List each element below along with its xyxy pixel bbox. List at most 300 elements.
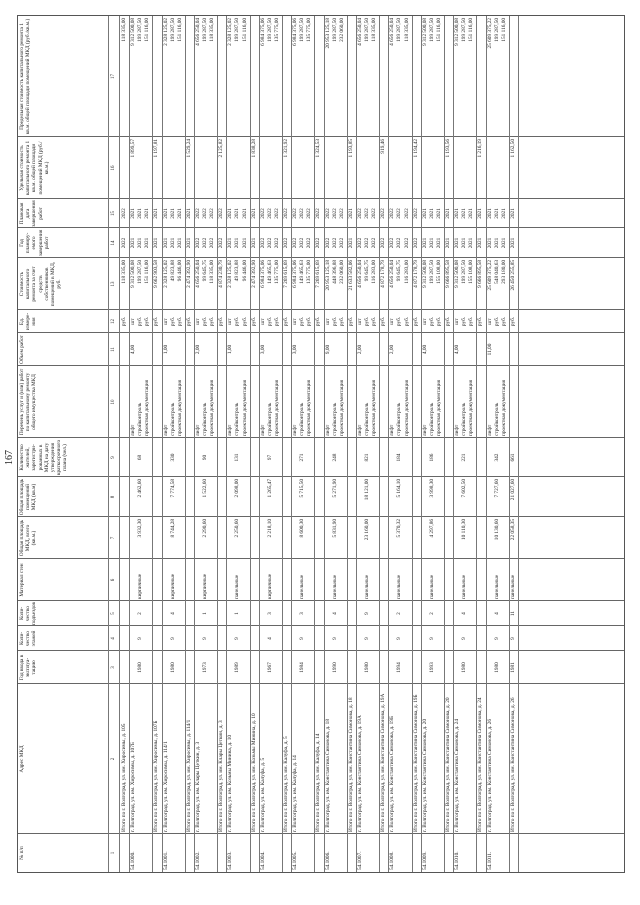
cell-col-7: 5 370,32 — [396, 519, 403, 538]
cell-col-17: 199 287,50 — [364, 18, 370, 42]
cell-col-15: 2021 — [493, 208, 500, 219]
cell-col-4: 9 — [364, 637, 370, 640]
cell-col-10: проектная документация — [273, 379, 280, 436]
cell-col-5: 2 — [396, 612, 403, 615]
cell-col-6: панельные — [331, 574, 338, 599]
cell-col-14: 2021 — [241, 237, 248, 249]
cell-col-2: г. Волгоград, ул. им. Хиросимы, д. 107Б — [130, 742, 137, 832]
cell-col-3: 1980 — [364, 662, 370, 673]
cell-col-10: проектная документация — [371, 379, 378, 436]
cell-col-9: 271 — [299, 453, 306, 462]
cell-col-13: 118 335,00 — [209, 260, 216, 284]
cell-col-10: лифт — [292, 424, 299, 436]
cell-col-2: Итого по г. Волгоград, ул. им. Константина Симонова, д. 18 — [347, 697, 354, 832]
cell-col-6: кирпичные — [137, 573, 144, 599]
cell-col-13: 149 465,63 — [299, 260, 306, 284]
cell-col-8: 7 774,58 — [169, 479, 176, 498]
cell-col-15: 2022 — [331, 208, 338, 219]
cell-col-12: руб. — [380, 316, 387, 327]
cell-col-17: 118 335,00 — [371, 18, 378, 42]
cell-col-4: 9 — [493, 637, 500, 640]
cell-col-14: 2021 — [445, 237, 451, 249]
cell-col-15: 2022 — [371, 208, 378, 219]
cell-col-16: 1 321,92 — [283, 139, 289, 158]
cell-col-15: 2021 — [500, 208, 507, 219]
cell-col-10: проектная документация — [403, 379, 410, 436]
cell-col-3: 1967 — [266, 662, 273, 673]
cell-col-12: руб. — [169, 316, 176, 327]
cell-col-15: 2021 — [428, 208, 435, 219]
cell-col-11: 2,00 — [194, 344, 201, 355]
cell-col-12: руб. — [299, 316, 306, 327]
column-header: Год ввода в эксплуатацию — [19, 654, 38, 681]
cell-col-3: 1980 — [461, 662, 468, 673]
cell-col-5: 9 — [364, 612, 370, 615]
cell-col-2: Итого по г. Волгоград, ул. им. Константина Симонова, д. 26 — [509, 697, 516, 832]
cell-col-12: руб. — [403, 316, 410, 327]
cell-col-13: 9 666 895,58 — [477, 260, 484, 288]
cell-col-3: 1984 — [299, 662, 306, 673]
cell-col-14: 2021 — [169, 237, 176, 249]
cell-col-13: 21 633 582,06 — [347, 260, 354, 291]
cell-col-2: г. Волгоград, ул. им. Константина Симонова, д. 18 — [324, 719, 331, 832]
cell-col-12: руб. — [137, 316, 144, 327]
cell-col-15: 2022 — [121, 208, 127, 219]
cell-col-13: 4 872 178,79 — [380, 260, 387, 288]
cell-col-15: 2021 — [234, 208, 241, 219]
column-header: Предельная стоимость капитального ремонта 1 кв.м. общей площади помещений МКД (руб./кв.м.) — [19, 18, 32, 135]
cell-col-9: 330 — [169, 453, 176, 462]
cell-col-1: 54.1003. — [227, 851, 234, 870]
column-number: 15 — [111, 211, 116, 216]
cell-col-16: 1 216,19 — [477, 139, 484, 158]
cell-col-16: 2 125,82 — [218, 139, 225, 158]
cell-col-15: 2022 — [396, 208, 403, 219]
cell-col-15: 2021 — [137, 208, 144, 219]
cell-col-14: 2021 — [421, 237, 428, 249]
cell-col-12: руб. — [283, 316, 289, 327]
cell-col-12: руб. — [338, 316, 345, 327]
cell-col-10: стройконтроль — [266, 402, 273, 436]
cell-col-13: 9 666 895,58 — [445, 260, 451, 288]
cell-col-12: руб. — [202, 316, 208, 327]
cell-col-17: 2 328 125,02 — [162, 18, 169, 46]
cell-col-14: 2022 — [371, 237, 378, 249]
column-number: 8 — [111, 495, 116, 499]
cell-col-13: 99 645,75 — [364, 260, 370, 282]
cell-col-15: 2021 — [468, 208, 475, 219]
cell-col-8: 3 998,30 — [428, 479, 435, 498]
cell-col-12: руб. — [364, 316, 370, 327]
cell-col-6: панельные — [428, 574, 435, 599]
cell-col-16: 1 193,56 — [445, 139, 451, 158]
cell-col-13: 116 283,00 — [403, 260, 410, 284]
cell-col-12: шт — [227, 318, 234, 325]
cell-col-9: 186 — [428, 453, 435, 462]
cell-col-12: руб. — [331, 316, 338, 327]
cell-col-13: 151 116,00 — [144, 260, 151, 284]
cell-col-17: 4 656 250,04 — [389, 18, 396, 46]
cell-col-12: руб. — [371, 316, 378, 327]
cell-col-17: 118 335,00 — [209, 18, 216, 42]
cell-col-15: 2022 — [356, 208, 363, 219]
cell-col-17: 6 984 375,06 — [292, 18, 299, 46]
cell-col-6: панельные — [493, 574, 500, 599]
cell-col-14: 2021 — [461, 237, 468, 249]
cell-col-12: руб. — [153, 316, 160, 327]
cell-col-13: 2 474 392,90 — [250, 260, 257, 288]
cell-col-17: 118 335,00 — [403, 18, 410, 42]
column-number-divider — [119, 16, 120, 872]
cell-col-10: стройконтроль — [169, 402, 176, 436]
cell-col-14: 2021 — [234, 237, 241, 249]
cell-col-7: 5 831,90 — [331, 519, 338, 538]
cell-col-9: 342 — [493, 453, 500, 462]
cell-col-13: 199 287,50 — [461, 260, 468, 284]
cell-col-2: Итого по г. Волгоград, ул. им. Константина Симонова, д. 24 — [477, 697, 484, 832]
column-header: Общая площадь помещений МКД (кв.м) — [19, 478, 38, 516]
cell-col-14: 2021 — [137, 237, 144, 249]
cell-col-6: панельные — [234, 574, 241, 599]
cell-col-14: 2021 — [227, 237, 234, 249]
cell-col-6: панельные — [364, 574, 370, 599]
cell-col-5: 4 — [169, 612, 176, 615]
cell-col-17: 4 656 250,04 — [356, 18, 363, 46]
cell-col-13: 99 645,75 — [396, 260, 403, 282]
cell-col-12: шт — [259, 318, 266, 325]
cell-col-13: 26 450 255,85 — [509, 260, 516, 291]
cell-col-14: 2021 — [500, 237, 507, 249]
cell-col-12: шт — [162, 318, 169, 325]
cell-col-10: стройконтроль — [461, 402, 468, 436]
cell-col-14: 2022 — [331, 237, 338, 249]
cell-col-12: руб. — [176, 316, 183, 327]
cell-col-15: 2022 — [209, 208, 216, 219]
cell-col-14: 2022 — [396, 237, 403, 249]
cell-col-7: 8 744,28 — [169, 519, 176, 538]
cell-col-13: 96 446,00 — [176, 260, 183, 282]
cell-col-15: 2022 — [283, 208, 289, 219]
cell-col-1: 54.1011. — [486, 851, 493, 870]
cell-col-6: панельные — [461, 574, 468, 599]
cell-col-4: 4 — [266, 637, 273, 640]
cell-col-6: кирпичные — [266, 573, 273, 599]
cell-col-13: 4 874 230,79 — [218, 260, 225, 288]
cell-col-15: 2021 — [445, 208, 451, 219]
cell-col-14: 2021 — [493, 237, 500, 249]
cell-col-17: 151 116,00 — [176, 18, 183, 42]
cell-col-10: проектная документация — [435, 379, 442, 436]
cell-col-5: 1 — [234, 612, 241, 615]
cell-col-12: руб. — [234, 316, 241, 327]
cell-col-14: 2022 — [292, 237, 299, 249]
cell-col-14: 2022 — [259, 237, 266, 249]
cell-col-13: 149 465,63 — [266, 260, 273, 284]
cell-col-15: 2021 — [477, 208, 484, 219]
cell-col-11: 3,00 — [259, 344, 266, 355]
cell-col-15: 2021 — [461, 208, 468, 219]
cell-col-12: руб. — [185, 316, 192, 327]
cell-col-11: 4,00 — [130, 344, 137, 355]
cell-col-12: руб. — [315, 316, 322, 327]
cell-col-2: Итого по г. Волгоград, ул. им. Константина Симонова, д. 19Б — [412, 694, 419, 832]
cell-col-14: 2021 — [144, 237, 151, 249]
cell-col-15: 2021 — [144, 208, 151, 219]
cell-col-3: 1994 — [396, 662, 403, 673]
cell-col-13: 4 656 250,04 — [194, 260, 201, 288]
cell-col-6: кирпичные — [169, 573, 176, 599]
cell-col-17: 199 287,50 — [396, 18, 403, 42]
cell-col-12: руб. — [209, 316, 216, 327]
cell-col-14: 2021 — [509, 237, 516, 249]
cell-col-5: 3 — [266, 612, 273, 615]
column-header: Количество подъездов — [19, 602, 38, 625]
cell-col-12: руб. — [468, 316, 475, 327]
cell-col-17: 4 656 250,04 — [194, 18, 201, 46]
cell-col-12: руб. — [412, 316, 419, 327]
cell-col-15: 2021 — [176, 208, 183, 219]
column-header: Перечень услуг и (или) работ по капитальному ремонту общего имущества МКД — [19, 368, 38, 436]
column-header: Общая площадь МКД, всего (кв.м.) — [19, 519, 38, 557]
cell-col-13: 6 984 375,06 — [292, 260, 299, 288]
cell-col-14: 2021 — [468, 237, 475, 249]
cell-col-14: 2021 — [486, 237, 493, 249]
cell-col-2: г. Волгоград, ул. им. Козьмы Минина, д. 10 — [227, 734, 234, 832]
cell-col-16: 1 197,81 — [153, 139, 160, 158]
cell-col-12: руб. — [218, 316, 225, 327]
cell-col-15: 2021 — [162, 208, 169, 219]
cell-col-13: 20 953 125,18 — [324, 260, 331, 291]
cell-col-13: 9 312 500,08 — [130, 260, 137, 288]
cell-col-17: 199 287,50 — [461, 18, 468, 42]
cell-col-2: г. Волгоград, ул. им. Константина Симонова, д. 20 — [421, 719, 428, 832]
cell-col-15: 2021 — [153, 208, 160, 219]
cell-col-13: 2 328 125,02 — [227, 260, 234, 288]
cell-col-17: 151 116,00 — [435, 18, 442, 42]
cell-col-15: 2022 — [412, 208, 419, 219]
column-number: 9 — [111, 456, 116, 459]
cell-col-7: 22 058,35 — [509, 519, 516, 541]
cell-col-10: лифт — [259, 424, 266, 436]
cell-col-3: 1980 — [493, 662, 500, 673]
cell-col-10: стройконтроль — [396, 402, 403, 436]
cell-col-14: 2022 — [389, 237, 396, 249]
cell-col-8: 2 462,60 — [137, 479, 144, 498]
cell-col-3: 1990 — [331, 662, 338, 673]
cell-col-8: 1 522,60 — [202, 479, 208, 498]
cell-col-2: г. Волгоград, ул. им. Хиросимы, д. 114/1 — [162, 741, 169, 832]
cell-col-13: 99 645,75 — [202, 260, 208, 282]
cell-col-10: стройконтроль — [299, 402, 306, 436]
column-number: 5 — [111, 612, 116, 615]
cell-col-4: 9 — [461, 637, 468, 640]
cell-col-14: 2022 — [412, 237, 419, 249]
cell-col-4: 9 — [331, 637, 338, 640]
cell-col-10: проектная документация — [306, 379, 313, 436]
cell-col-3: 1981 — [509, 662, 516, 673]
cell-col-10: лифт — [194, 424, 201, 436]
cell-col-16: 1 838,28 — [250, 139, 257, 158]
cell-col-12: руб. — [144, 316, 151, 327]
cell-col-2: Итого по г. Волгоград, ул. им. Константина Симонова, д. 19А — [380, 693, 387, 832]
cell-col-1: 54.1002. — [194, 851, 201, 870]
cell-col-13: 448 396,88 — [331, 260, 338, 284]
cell-col-17: 2 328 125,02 — [227, 18, 234, 46]
cell-col-14: 2021 — [477, 237, 484, 249]
column-header: Количество жителей, зарегистрированных в МКД на дату утверждения краткосрочного плана (чел.) — [19, 439, 69, 476]
cell-col-12: руб. — [396, 316, 403, 327]
cell-col-15: 2022 — [380, 208, 387, 219]
cell-col-14: 2021 — [347, 237, 354, 249]
cell-col-14: 2022 — [202, 237, 208, 249]
cell-col-5: 2 — [137, 612, 144, 615]
cell-col-17: 9 312 500,08 — [454, 18, 461, 46]
cell-col-10: проектная документация — [209, 379, 216, 436]
cell-col-13: 548 040,63 — [493, 260, 500, 284]
cell-col-15: 2022 — [306, 208, 313, 219]
cell-col-14: 2022 — [306, 237, 313, 249]
cell-col-17: 199 287,50 — [331, 18, 338, 42]
cell-col-1: 54.1010. — [454, 851, 461, 870]
cell-col-5: 1 — [202, 612, 208, 615]
cell-col-16: 1 899,57 — [130, 139, 137, 158]
cell-col-17: 199 287,50 — [234, 18, 241, 42]
cell-col-13: 9 662 903,58 — [153, 260, 160, 288]
column-number: 14 — [111, 240, 116, 246]
cell-col-7: 8 600,30 — [299, 519, 306, 538]
cell-col-14: 2022 — [403, 237, 410, 249]
cell-col-12: шт — [194, 318, 201, 325]
cell-col-13: 49 823,88 — [169, 260, 176, 282]
cell-col-13: 96 446,00 — [241, 260, 248, 282]
cell-col-3: 1980 — [137, 662, 144, 673]
cell-col-10: стройконтроль — [202, 402, 208, 436]
column-number: 2 — [111, 757, 116, 761]
cell-col-1: 54.1006. — [324, 851, 331, 870]
column-header: Количество этажей — [19, 630, 38, 647]
cell-col-1: 54.1008. — [389, 851, 396, 870]
cell-col-13: 199 287,50 — [428, 260, 435, 284]
cell-col-8: 5 271,90 — [331, 479, 338, 498]
cell-col-9: 661 — [509, 453, 516, 462]
cell-col-15: 2021 — [421, 208, 428, 219]
cell-col-2: г. Волгоград, ул. им. Константина Симонова, д. 26 — [486, 719, 493, 832]
cell-col-17: 199 287,50 — [428, 18, 435, 42]
cell-col-17: 151 116,00 — [468, 18, 475, 42]
cell-col-14: 2022 — [283, 237, 289, 249]
cell-col-5: 4 — [493, 612, 500, 615]
cell-col-9: 97 — [266, 454, 273, 461]
cell-col-12: руб. — [121, 316, 127, 327]
cell-col-16: 1 324,53 — [315, 139, 322, 158]
column-header: Ед. измерения — [19, 312, 38, 331]
cell-col-10: проектная документация — [500, 379, 507, 436]
cell-col-14: 2021 — [162, 237, 169, 249]
cell-col-11: 3,00 — [292, 344, 299, 355]
cell-col-15: 2021 — [185, 208, 192, 219]
cell-col-13: 116 283,00 — [371, 260, 378, 284]
cell-col-13: 7 269 615,69 — [315, 260, 322, 288]
cell-col-9: 221 — [461, 453, 468, 462]
cell-col-15: 2021 — [509, 208, 516, 219]
column-header: Адрес МКД — [19, 745, 25, 773]
column-number: 1 — [111, 851, 116, 855]
cell-col-17: 199 287,50 — [169, 18, 176, 42]
cell-col-2: Итого по г. Волгоград, ул. им. Константина Симонова, д. 20 — [445, 697, 451, 832]
cell-col-15: 2022 — [315, 208, 322, 219]
cell-col-10: лифт — [454, 424, 461, 436]
cell-col-5: 11 — [509, 610, 516, 617]
cell-col-11: 11,00 — [486, 343, 493, 356]
cell-col-15: 2021 — [130, 208, 137, 219]
cell-col-12: руб. — [347, 316, 354, 327]
cell-col-10: стройконтроль — [364, 402, 370, 436]
cell-col-5: 4 — [461, 612, 468, 615]
cell-col-2: Итого по г. Волгоград, ул. им. Хиросимы, д. 107Б — [153, 720, 160, 832]
cell-col-7: 23 160,00 — [364, 519, 370, 541]
cell-col-12: руб. — [509, 316, 516, 327]
cell-col-13: 293 180,00 — [500, 260, 507, 284]
cell-col-2: г. Волгоград, ул. им. Константина Симонова, д. 24 — [454, 719, 461, 832]
cell-col-17: 9 312 500,08 — [421, 18, 428, 46]
cell-col-4: 9 — [428, 637, 435, 640]
cell-col-15: 2021 — [347, 208, 354, 219]
cell-col-15: 2022 — [266, 208, 273, 219]
cell-col-1: 54.1007. — [356, 851, 363, 870]
column-number: 6 — [111, 578, 116, 582]
cell-col-17: 232 060,00 — [338, 18, 345, 42]
cell-col-3: 1993 — [428, 662, 435, 673]
cell-col-11: 1,00 — [162, 344, 169, 355]
cell-col-14: 2021 — [428, 237, 435, 249]
cell-col-15: 2022 — [273, 208, 280, 219]
cell-col-7: 2 290,60 — [202, 519, 208, 538]
cell-col-12: руб. — [241, 316, 248, 327]
cell-col-16: 1 194,42 — [412, 139, 419, 158]
cell-col-17: 118 335,00 — [121, 18, 127, 42]
cell-col-17: 20 953 125,18 — [324, 18, 331, 49]
cell-col-14: 2021 — [454, 237, 461, 249]
cell-col-6: панельные — [396, 574, 403, 599]
cell-col-5: 4 — [331, 612, 338, 615]
cell-col-1: 54.1004. — [259, 851, 266, 870]
cell-col-15: 2022 — [218, 208, 225, 219]
cell-col-13: 6 984 375,06 — [259, 260, 266, 288]
cell-col-15: 2022 — [364, 208, 370, 219]
cell-col-14: 2022 — [364, 237, 370, 249]
cell-col-2: Итого по г. Волгоград, ул. им. Козьмы Минина, д. 10 — [250, 713, 257, 832]
cell-col-11: 2,00 — [356, 344, 363, 355]
cell-col-9: 184 — [396, 453, 403, 462]
cell-col-11: 9,00 — [324, 344, 331, 355]
cell-col-15: 2021 — [486, 208, 493, 219]
cell-col-13: 49 823,88 — [234, 260, 241, 282]
column-number: 16 — [111, 165, 116, 171]
column-number: 11 — [111, 347, 116, 352]
cell-col-13: 199 287,50 — [137, 260, 144, 284]
cell-col-5: 3 — [299, 612, 306, 615]
cell-col-13: 155 108,00 — [468, 260, 475, 284]
column-header: Плановая дата завершения работ — [19, 200, 44, 227]
cell-col-7: 2 250,60 — [234, 519, 241, 538]
cell-col-17: 199 287,50 — [266, 18, 273, 42]
cell-col-4: 9 — [509, 637, 516, 640]
cell-col-2: г. Волгоград, ул. им. Калуфа, д. 5 — [259, 757, 266, 832]
cell-col-12: руб. — [445, 316, 451, 327]
cell-col-10: лифт — [421, 424, 428, 436]
cell-col-9: 90 — [202, 454, 208, 461]
column-number: 7 — [111, 536, 116, 540]
